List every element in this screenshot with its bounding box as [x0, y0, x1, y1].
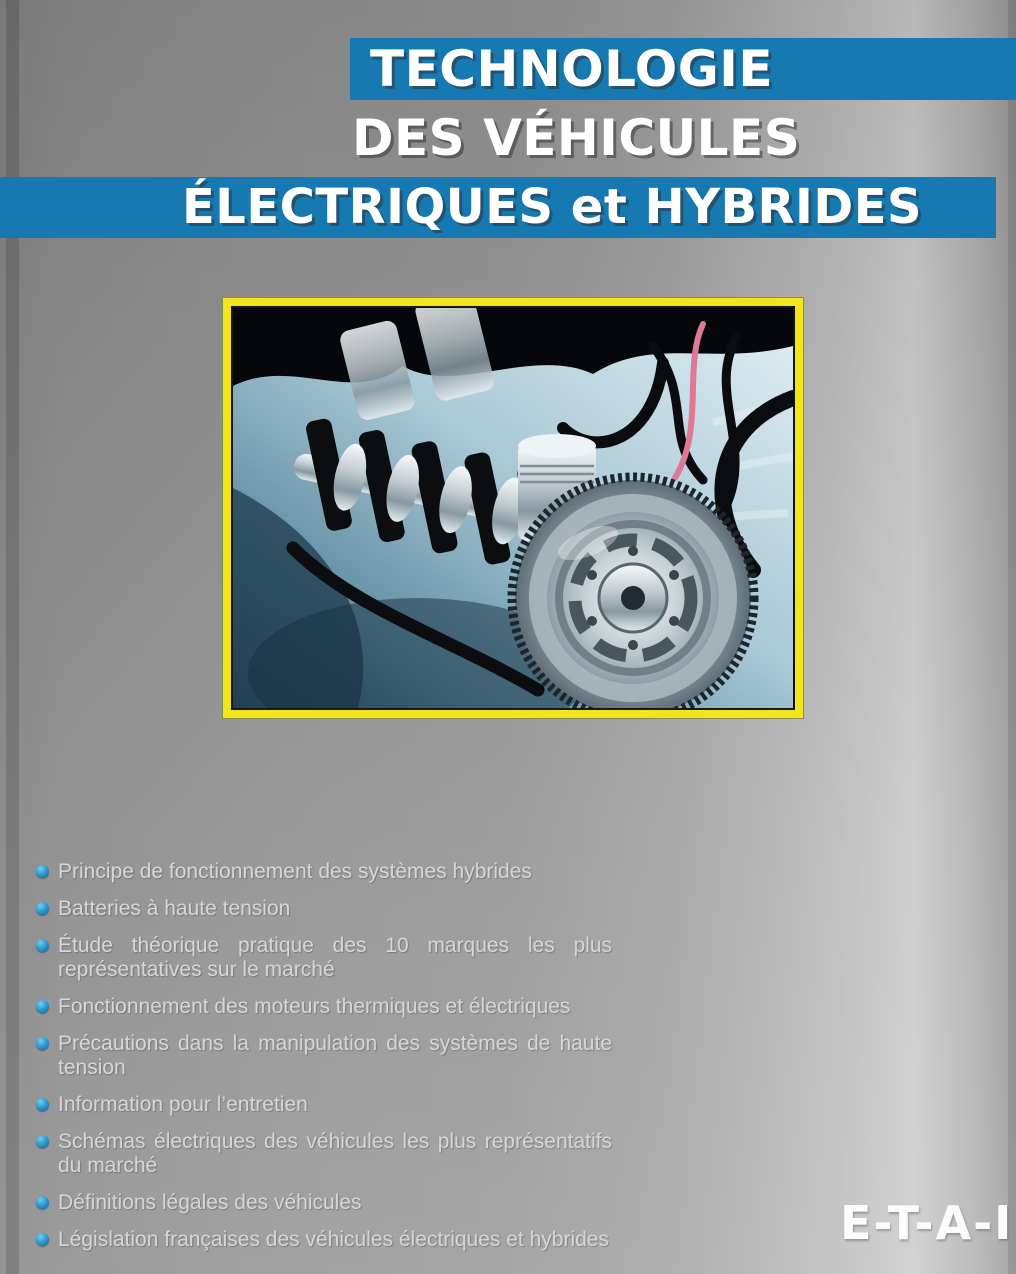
list-item-text: Fonctionnement des moteurs thermiques et électriques	[58, 995, 571, 1018]
bullet-icon	[36, 1098, 49, 1111]
cover-photo-frame	[223, 298, 803, 718]
topics-list	[34, 860, 612, 1265]
list-item-text: Définitions légales des véhicules	[58, 1191, 362, 1214]
cover-photo	[231, 306, 795, 710]
bullet-icon	[36, 902, 49, 915]
publisher-logo: E-T-A-I	[840, 1196, 1014, 1250]
list-item-text: Schémas électriques des véhicules les plus représentatifs du marché	[58, 1130, 612, 1177]
right-edge-shading	[1008, 0, 1016, 1274]
list-item	[34, 860, 612, 884]
title-line-2: DES VÉHICULES	[352, 109, 801, 167]
list-item	[34, 1093, 612, 1117]
list-item	[34, 995, 612, 1019]
list-item-text: Batteries à haute tension	[58, 897, 291, 920]
bullet-icon	[36, 939, 49, 952]
title-line-1: TECHNOLOGIE	[370, 40, 774, 98]
bullet-icon	[36, 1135, 49, 1148]
bullet-icon	[36, 865, 49, 878]
list-item-text: Information pour l’entretien	[58, 1093, 308, 1116]
list-item	[34, 1191, 612, 1215]
bullet-icon	[36, 1233, 49, 1246]
title-line-3: ÉLECTRIQUES et HYBRIDES	[182, 179, 923, 235]
bullet-icon	[36, 1196, 49, 1209]
list-item	[34, 897, 612, 921]
list-item	[34, 1130, 612, 1178]
list-item-text: Étude théorique pratique des 10 marques les plus représentatives sur le marché	[58, 934, 612, 981]
engine-illustration	[233, 308, 793, 708]
list-item-text: Précautions dans la manipulation des systèmes de haute tension	[58, 1032, 612, 1079]
bullet-icon	[36, 1000, 49, 1013]
bullet-icon	[36, 1037, 49, 1050]
title-bar-1	[350, 38, 1016, 100]
list-item-text: Législation françaises des véhicules électriques et hybrides	[58, 1228, 609, 1251]
list-item	[34, 934, 612, 982]
list-item	[34, 1228, 612, 1252]
list-item	[34, 1032, 612, 1080]
list-item-text: Principe de fonctionnement des systèmes hybrides	[58, 860, 532, 883]
title-bar-3	[0, 177, 996, 238]
